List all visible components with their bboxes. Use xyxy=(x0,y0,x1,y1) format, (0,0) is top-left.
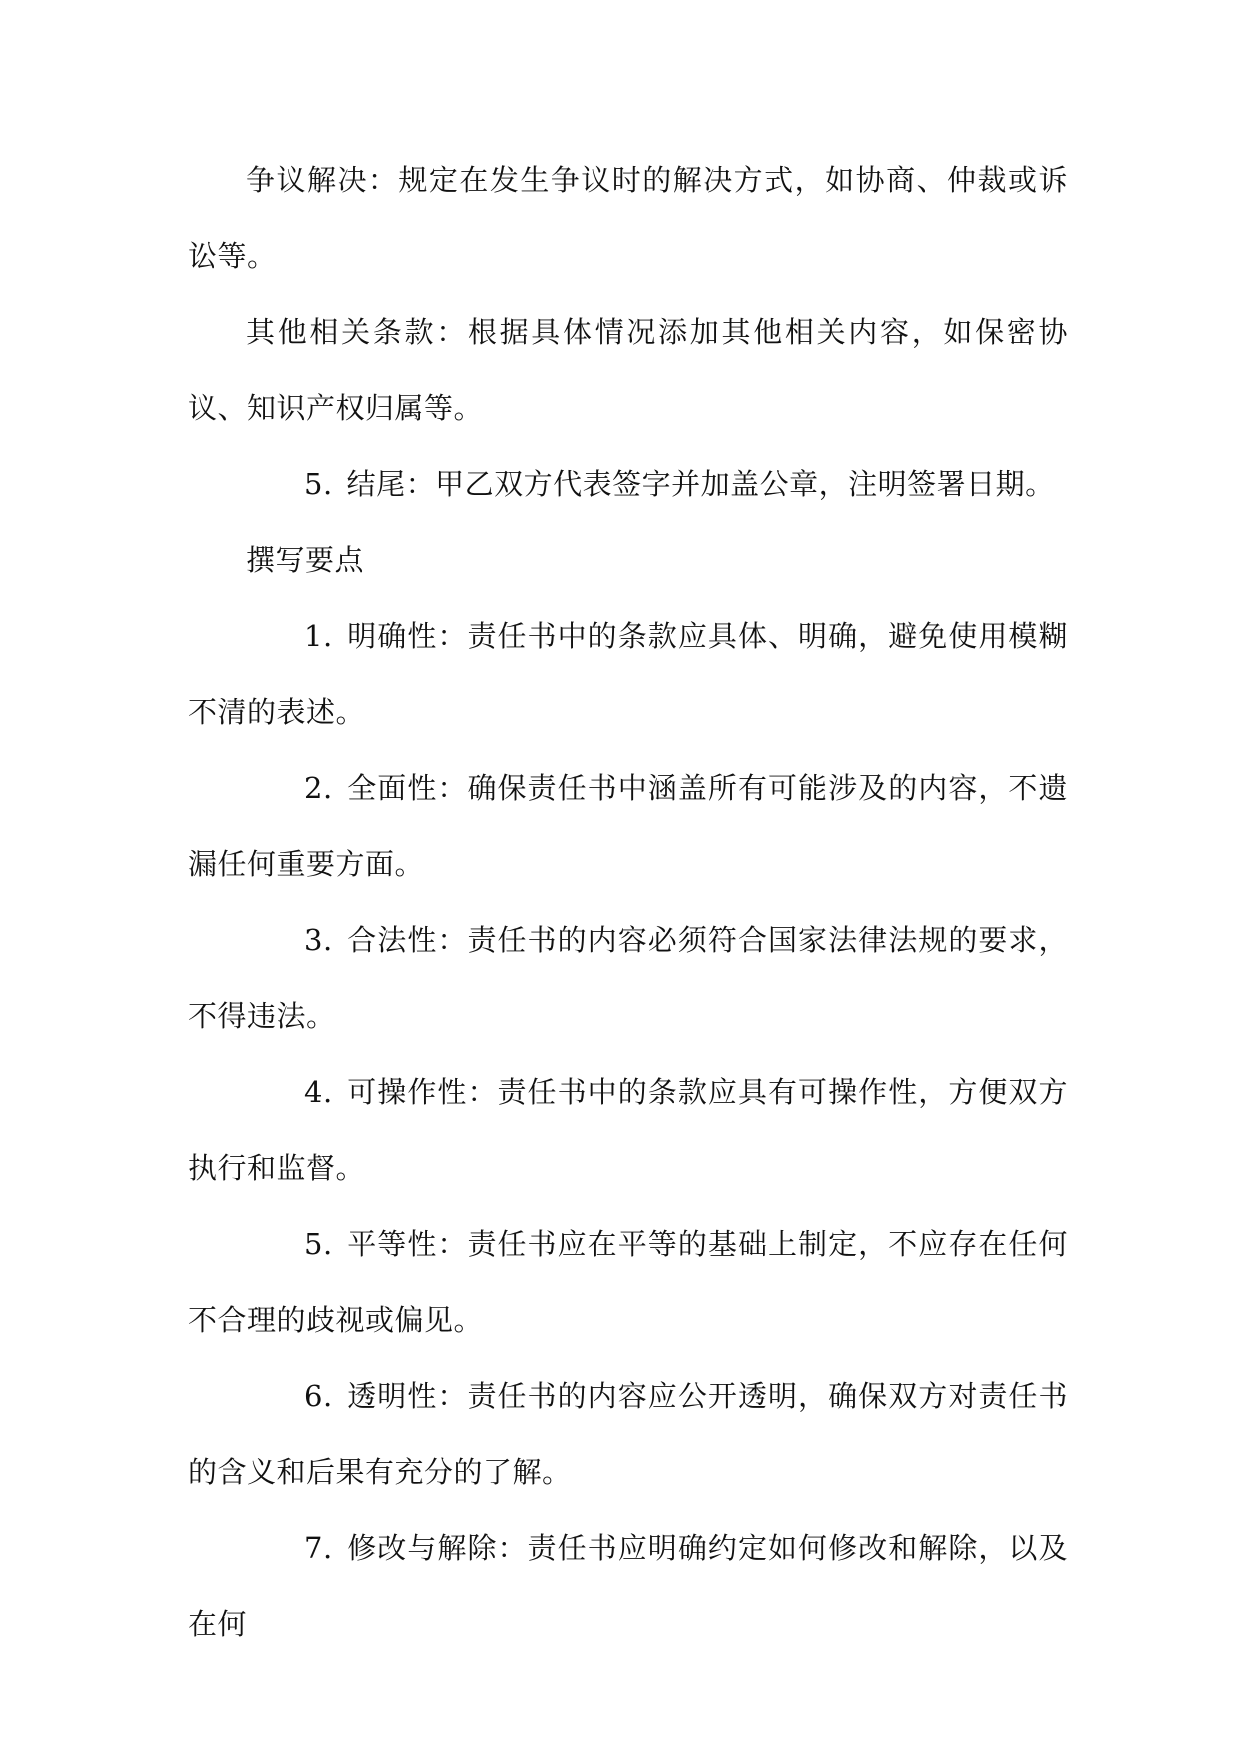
paragraph-number: 3. xyxy=(304,923,333,957)
paragraph-number: 5. xyxy=(304,467,333,501)
paragraph-transparency xyxy=(188,1358,1068,1510)
paragraph-text: 结尾：甲乙双方代表签字并加盖公章，注明签署日期。 xyxy=(346,467,1055,501)
paragraph-text: 明确性：责任书中的条款应具体、明确，避免使用模糊不清的表述。 xyxy=(188,619,1068,729)
paragraph-ending xyxy=(188,446,1068,522)
paragraph-number: 4. xyxy=(304,1075,333,1109)
paragraph-clarity xyxy=(188,598,1068,750)
paragraph-text: 合法性：责任书的内容必须符合国家法律法规的要求，不得违法。 xyxy=(188,923,1068,1033)
paragraph-operability xyxy=(188,1054,1068,1206)
paragraph-text: 修改与解除：责任书应明确约定如何修改和解除，以及在何 xyxy=(188,1531,1068,1641)
section-heading-writing-points xyxy=(188,522,1068,598)
paragraph-dispute-resolution xyxy=(188,142,1068,294)
paragraph-other-terms xyxy=(188,294,1068,446)
paragraph-number: 7. xyxy=(304,1531,333,1565)
paragraph-text: 争议解决：规定在发生争议时的解决方式，如协商、仲裁或诉讼等。 xyxy=(188,163,1068,273)
paragraph-text: 全面性：确保责任书中涵盖所有可能涉及的内容，不遗漏任何重要方面。 xyxy=(188,771,1068,881)
paragraph-comprehensiveness xyxy=(188,750,1068,902)
paragraph-equality xyxy=(188,1206,1068,1358)
paragraph-text: 撰写要点 xyxy=(246,543,365,577)
paragraph-number: 1. xyxy=(304,619,333,653)
paragraph-number: 6. xyxy=(304,1379,333,1413)
paragraph-number: 2. xyxy=(304,771,333,805)
paragraph-modification-termination xyxy=(188,1510,1068,1662)
paragraph-legality xyxy=(188,902,1068,1054)
paragraph-text: 其他相关条款：根据具体情况添加其他相关内容，如保密协议、知识产权归属等。 xyxy=(188,315,1068,425)
paragraph-text: 透明性：责任书的内容应公开透明，确保双方对责任书的含义和后果有充分的了解。 xyxy=(188,1379,1068,1489)
paragraph-text: 可操作性：责任书中的条款应具有可操作性，方便双方执行和监督。 xyxy=(188,1075,1068,1185)
document-body xyxy=(188,142,1068,1662)
paragraph-text: 平等性：责任书应在平等的基础上制定，不应存在任何不合理的歧视或偏见。 xyxy=(188,1227,1068,1337)
paragraph-number: 5. xyxy=(304,1227,333,1261)
